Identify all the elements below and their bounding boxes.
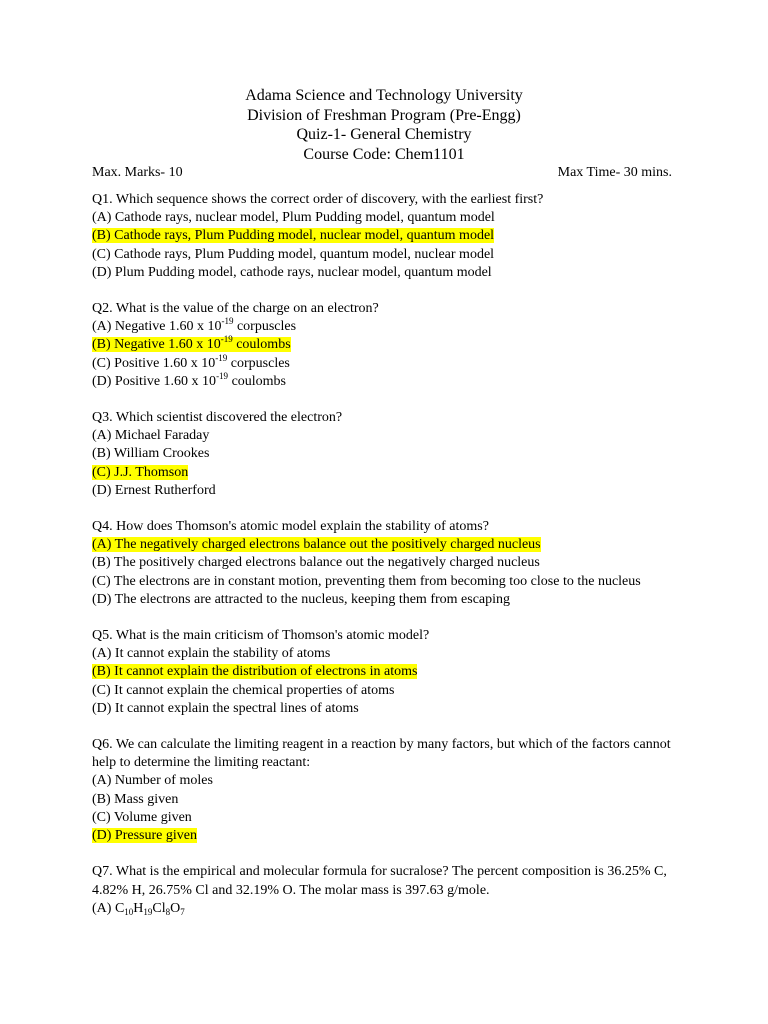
question-prompt: Q2. What is the value of the charge on an electron? <box>92 301 379 317</box>
question-7 <box>92 863 692 918</box>
option-a-highlighted <box>92 536 692 554</box>
question-prompt: Q7. What is the empirical and molecular formula for sucralose? The percent composition is 36.25% C, 4.82% H, 26.75% Cl and 32.19% O. The molar mass is 397.63 g/mole. <box>92 864 667 898</box>
option-b-highlighted <box>92 336 692 354</box>
option-a: (A) Cathode rays, nuclear model, Plum Pudding model, quantum model <box>92 210 495 226</box>
question-prompt: Q5. What is the main criticism of Thomson's atomic model? <box>92 628 430 644</box>
option-a: (A) Michael Faraday <box>92 428 210 444</box>
max-time: Max Time- 30 mins. <box>557 165 672 180</box>
option-d: (D) The electrons are attracted to the nucleus, keeping them from escaping <box>92 591 511 607</box>
option-d: (D) Positive 1.60 x $10^{-19}$ coulombs <box>92 370 287 389</box>
option-d: (D) Plum Pudding model, cathode rays, nuclear model, quantum model <box>92 264 492 280</box>
question-prompt: Q6. We can calculate the limiting reagent in a reaction by many factors, but which of the factors cannot help to determine the limiting reactant: <box>92 737 671 771</box>
option-a: (A) $C_{10}H_{19}Cl_8O_7$ <box>92 900 185 917</box>
option-d-highlighted <box>92 827 692 845</box>
option-b-highlighted <box>92 227 692 245</box>
quiz-title: Quiz-1- General Chemistry <box>296 126 472 143</box>
option-c: (C) Cathode rays, Plum Pudding model, quantum model, nuclear model <box>92 246 495 262</box>
option-b-highlighted <box>92 663 692 681</box>
course-code: Course Code: Chem1101 <box>303 145 465 163</box>
answer-highlight: (C) J.J. Thomson <box>92 464 189 480</box>
answer-highlight: (B) Negative 1.60 x $10^{-19}$ coulombs <box>92 334 291 353</box>
question-6 <box>92 736 692 845</box>
option-d: (D) It cannot explain the spectral lines of atoms <box>92 700 359 716</box>
answer-highlight: (B) It cannot explain the distribution of electrons in atoms <box>92 664 418 680</box>
question-3 <box>92 409 692 500</box>
option-a: (A) Number of moles <box>92 773 213 789</box>
option-d: (D) Ernest Rutherford <box>92 482 216 498</box>
document-header <box>0 86 768 164</box>
answer-highlight: (D) Pressure given <box>92 828 197 844</box>
option-c: (C) Volume given <box>92 809 192 825</box>
answer-highlight: (A) The negatively charged electrons balance out the positively charged nucleus <box>92 537 541 553</box>
exam-meta <box>92 164 672 182</box>
university-name: Adama Science and Technology University <box>245 87 523 104</box>
option-c: (C) The electrons are in constant motion, preventing them from becoming too close to the nucleus <box>92 573 641 589</box>
question-list <box>92 191 692 936</box>
division-name: Division of Freshman Program (Pre-Engg) <box>247 106 521 124</box>
question-4 <box>92 518 692 609</box>
max-marks: Max. Marks- 10 <box>92 165 183 180</box>
question-prompt: Q3. Which scientist discovered the electron? <box>92 410 343 426</box>
option-c: (C) Positive 1.60 x $10^{-19}$ corpuscles <box>92 352 290 371</box>
question-5 <box>92 627 692 718</box>
option-a: (A) Negative 1.60 x $10^{-19}$ corpuscles <box>92 316 297 335</box>
option-c-highlighted <box>92 464 692 482</box>
question-prompt: Q1. Which sequence shows the correct order of discovery, with the earliest first? <box>92 192 544 207</box>
option-c: (C) It cannot explain the chemical properties of atoms <box>92 682 395 698</box>
question-2 <box>92 300 692 391</box>
chemical-formula: $C_{10}H_{19}Cl_8O_7$ <box>114 900 185 917</box>
option-b: (B) The positively charged electrons balance out the negatively charged nucleus <box>92 555 540 571</box>
answer-highlight: (B) Cathode rays, Plum Pudding model, nuclear model, quantum model <box>92 228 495 244</box>
question-prompt: Q4. How does Thomson's atomic model explain the stability of atoms? <box>92 519 489 535</box>
option-a: (A) It cannot explain the stability of atoms <box>92 646 331 662</box>
option-b: (B) Mass given <box>92 791 179 807</box>
option-b: (B) William Crookes <box>92 446 210 462</box>
question-1 <box>92 191 692 282</box>
